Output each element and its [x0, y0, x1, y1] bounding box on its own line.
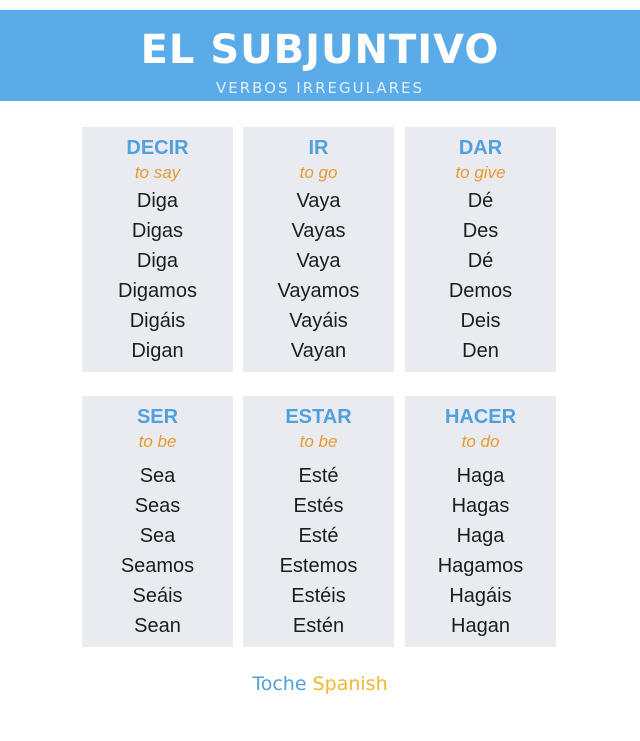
- conjugation-form: Estén: [292, 615, 345, 637]
- conjugation-form: Estés: [293, 495, 344, 517]
- verb-name: ESTAR: [285, 406, 352, 428]
- verb-name: SER: [136, 406, 179, 428]
- verb-name: IR: [308, 137, 329, 159]
- verb-name: HACER: [444, 406, 517, 428]
- header-banner: [0, 10, 640, 101]
- conjugation-list: [405, 461, 556, 641]
- conjugation-form: Seamos: [120, 555, 195, 577]
- verb-card-decir: [82, 127, 233, 372]
- verb-card-hacer: [405, 396, 556, 647]
- conjugation-form: Estemos: [279, 555, 358, 577]
- verb-card-ir: [243, 127, 394, 372]
- conjugation-form: Haga: [456, 465, 505, 487]
- verb-card-ser: [82, 396, 233, 647]
- page-subtitle: VERBOS IRREGULARES: [215, 79, 425, 97]
- conjugation-form: Seas: [134, 495, 181, 517]
- conjugation-form: Vaya: [296, 190, 341, 212]
- conjugation-form: Digan: [131, 340, 184, 362]
- verb-meaning: to go: [299, 163, 338, 182]
- conjugation-form: Diga: [136, 250, 179, 272]
- brand-word-toche: Toche: [252, 673, 307, 695]
- conjugation-form: Vayamos: [277, 280, 360, 302]
- conjugation-form: Digas: [131, 220, 184, 242]
- conjugation-form: Sean: [134, 615, 181, 637]
- conjugation-list: [243, 186, 394, 366]
- conjugation-form: Vayan: [290, 340, 347, 362]
- conjugation-form: Deis: [460, 310, 501, 332]
- conjugation-form: Seáis: [132, 585, 183, 607]
- conjugation-form: Des: [462, 220, 499, 242]
- conjugation-list: [82, 186, 233, 366]
- conjugation-form: Diga: [136, 190, 179, 212]
- brand-word-spanish: Spanish: [312, 673, 388, 695]
- conjugation-list: [243, 461, 394, 641]
- conjugation-form: Hagas: [451, 495, 510, 517]
- verb-card-dar: [405, 127, 556, 372]
- verb-card-estar: [243, 396, 394, 647]
- conjugation-form: Den: [462, 340, 499, 362]
- page-title: EL SUBJUNTIVO: [140, 27, 500, 73]
- conjugation-list: [405, 186, 556, 366]
- conjugation-form: Vayas: [291, 220, 346, 242]
- brand-logo: [0, 672, 640, 696]
- conjugation-form: Sea: [139, 465, 176, 487]
- conjugation-form: Hagamos: [437, 555, 524, 577]
- conjugation-form: Hagan: [451, 615, 510, 637]
- conjugation-form: Estéis: [291, 585, 346, 607]
- conjugation-form: Vayáis: [289, 310, 348, 332]
- conjugation-list: [82, 461, 233, 641]
- conjugation-form: Sea: [139, 525, 176, 547]
- verb-meaning: to do: [461, 432, 500, 451]
- verb-meaning: to be: [138, 432, 177, 451]
- conjugation-form: Dé: [467, 250, 494, 272]
- conjugation-form: Dé: [467, 190, 494, 212]
- conjugation-form: Esté: [298, 525, 339, 547]
- conjugation-form: Hagáis: [449, 585, 512, 607]
- conjugation-form: Esté: [298, 465, 339, 487]
- conjugation-form: Digáis: [129, 310, 186, 332]
- conjugation-form: Vaya: [296, 250, 341, 272]
- verb-meaning: to be: [299, 432, 338, 451]
- conjugation-form: Demos: [448, 280, 513, 302]
- conjugation-form: Haga: [456, 525, 505, 547]
- verb-name: DAR: [458, 137, 503, 159]
- conjugation-form: Digamos: [118, 280, 197, 302]
- verb-meaning: to give: [455, 163, 506, 182]
- verb-name: DECIR: [126, 137, 189, 159]
- verb-meaning: to say: [134, 163, 181, 182]
